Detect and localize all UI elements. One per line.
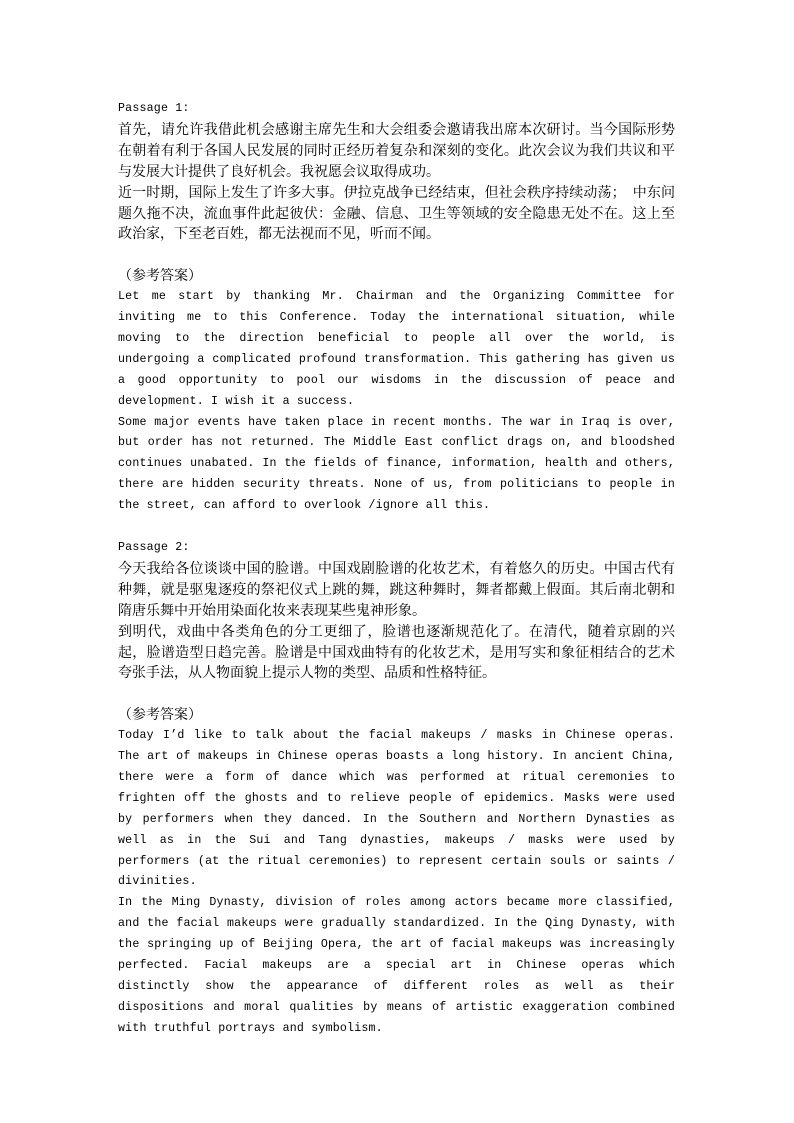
passage2-source-paragraph-1: 今天我给各位谈谈中国的脸谱。中国戏剧脸谱的化妆艺术，有着悠久的历史。中国古代有种舞，就是驱鬼逐疫的祭祀仪式上跳的舞，跳这种舞时，舞者都戴上假面。其后南北朝和隋唐乐舞中开始用染面化妆来表现某些鬼神形象。 (118, 560, 675, 619)
passage1-answer-label: （参考答案） (118, 268, 202, 285)
document-content (118, 99, 675, 1040)
passage1-answer-paragraph-1: Let me start by thanking Mr. Chairman and the Organizing Committee for inviting me to this Conference. Today the international situation, while moving to the direction beneficial to people all over the world, is undergoing a complicated profound transformation. This gathering has given us a good opportunity to pool our wisdoms in the discussion of peace and development. I wish it a success. (118, 290, 675, 408)
blank-line (118, 684, 675, 705)
passage1-answer-paragraph-2: Some major events have taken place in recent months. The war in Iraq is over, but order has not returned. The Middle East conflict drags on, and bloodshed continues unabated. In the fields of finance, information, health and others, there are hidden security threats. None of us, from politicians to people in the street, can afford to overlook /ignore all this. (118, 415, 675, 513)
passage2-answer-paragraph-2: In the Ming Dynasty, division of roles among actors became more classified, and the facial makeups were gradually standardized. In the Qing Dynasty, with the springing up of Beijing Opera, the art of facial makeups was increasingly perfected. Facial makeups are a special art in Chinese operas which distinctly show the appearance of different roles as well as their dispositions and moral qualities by means of artistic exaggeration combined with truthful portrays and symbolism. (118, 896, 675, 1035)
passage1-source-paragraph-2: 近一时期，国际上发生了许多大事。伊拉克战争已经结束，但社会秩序持续动荡； 中东问题久拖不决，流血事件此起彼伏：金融、信息、卫生等领域的安全隐患无处不在。这上至政治家，下至老百姓，都无法视而不见，听而不闻。 (118, 184, 675, 243)
passage1-source-paragraph-1: 首先，请允许我借此机会感谢主席先生和大会组委会邀请我出席本次研讨。当今国际形势在朝着有利于各国人民发展的同时正经历着复杂和深刻的变化。此次会议为我们共议和平与发展大计提供了良好机会。我祝愿会议取得成功。 (118, 121, 675, 180)
passage2-source-paragraph-2: 到明代，戏曲中各类角色的分工更细了，脸谱也逐渐规范化了。在清代，随着京剧的兴起，脸谱造型日趋完善。脸谱是中国戏曲特有的化妆艺术，是用写实和象征相结合的艺术夸张手法，从人物面貌上提示人物的类型、品质和性格特征。 (118, 623, 675, 682)
blank-line (118, 245, 675, 266)
passage2-answer-label: （参考答案） (118, 707, 202, 724)
passage2-heading: Passage 2: (118, 541, 190, 554)
blank-line (118, 517, 675, 538)
passage2-answer-paragraph-1: Today I’d like to talk about the facial makeups / masks in Chinese operas. The art of makeups in Chinese operas boasts a long history. In ancient China, there were a form of dance which was performed at ritual ceremonies to frighten off the ghosts and to relieve people of epidemics. Masks were used by performers when they danced. In the Southern and Northern Dynasties as well as in the Sui and Tang dynasties, makeups / masks were used by performers (at the ritual ceremonies) to represent certain souls or saints / divinities. (118, 729, 675, 889)
passage1-heading: Passage 1: (118, 102, 190, 115)
